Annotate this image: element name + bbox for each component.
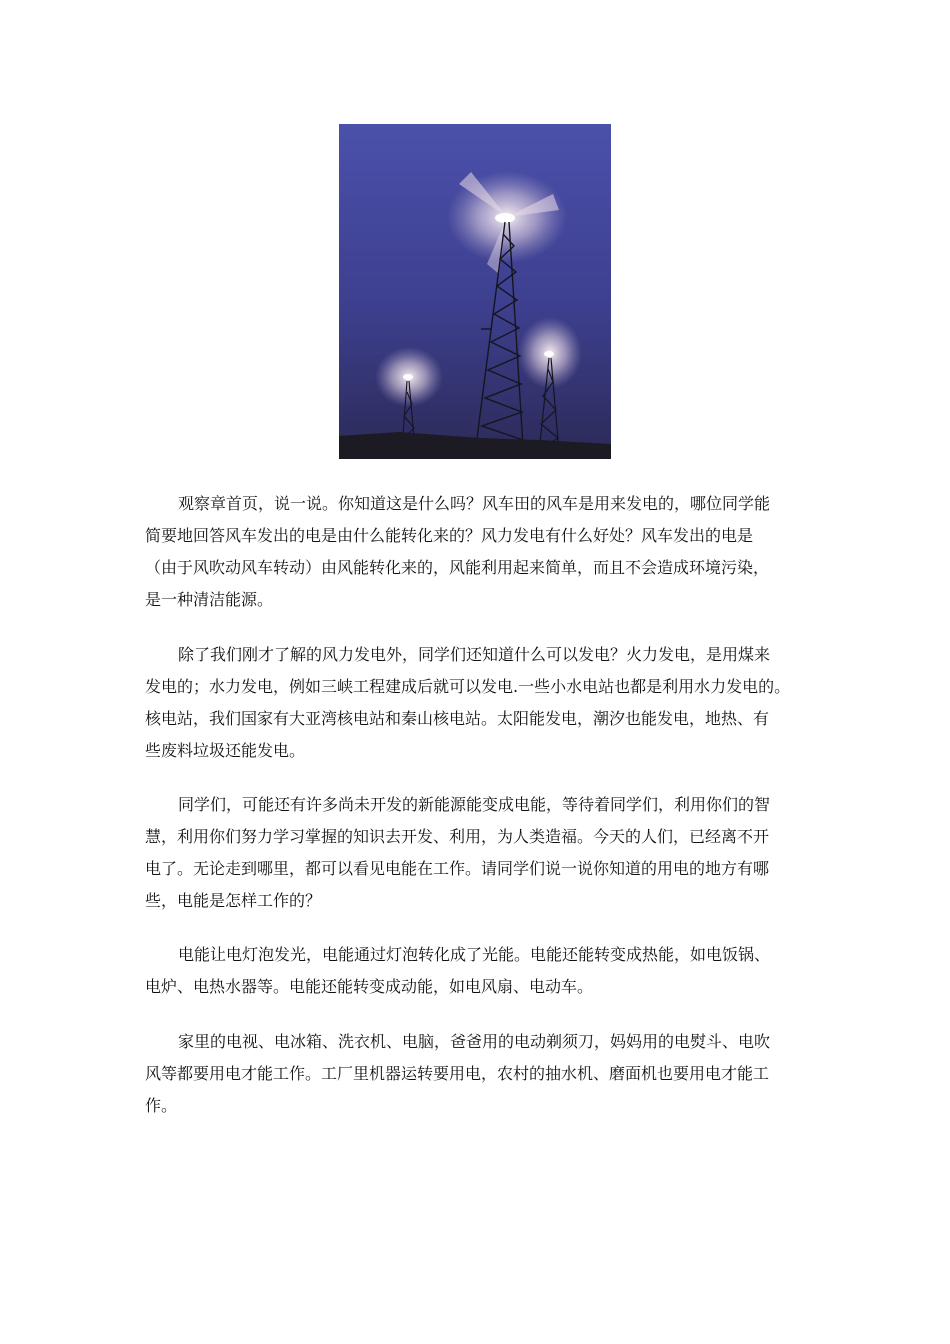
paragraph-line: 观察章首页，说一说。你知道这是什么吗？风车田的风车是用来发电的，哪位同学能 <box>178 494 771 513</box>
paragraph-4 <box>145 939 825 1003</box>
paragraph-line: 些废料垃圾还能发电。 <box>145 741 306 760</box>
sky-background <box>339 124 611 459</box>
paragraph-line: 风等都要用电才能工作。工厂里机器运转要用电，农村的抽水机、磨面机也要用电才能工 <box>145 1064 770 1083</box>
paragraph-line: 除了我们刚才了解的风力发电外，同学们还知道什么可以发电？火力发电，是用煤来 <box>178 645 771 664</box>
paragraph-line: 同学们，可能还有许多尚未开发的新能源能变成电能，等待着同学们，利用你们的智 <box>178 795 771 814</box>
paragraph-line: 简要地回答风车发出的电是由什么能转化来的？风力发电有什么好处？风车发出的电是 <box>145 526 754 545</box>
right-turbine-rotor <box>518 317 582 389</box>
paragraph-line: 家里的电视、电冰箱、洗衣机、电脑，爸爸用的电动剃须刀，妈妈用的电熨斗、电吹 <box>178 1032 771 1051</box>
paragraph-3 <box>145 789 825 917</box>
paragraph-5 <box>145 1026 825 1122</box>
paragraph-line: 电能让电灯泡发光，电能通过灯泡转化成了光能。电能还能转变成热能，如电饭锅、 <box>178 945 771 964</box>
paragraph-2 <box>145 639 825 767</box>
paragraph-1 <box>145 488 825 616</box>
paragraph-line: 慧，利用你们努力学习掌握的知识去开发、利用，为人类造福。今天的人们，已经离不开 <box>145 827 770 846</box>
paragraph-line: 些，电能是怎样工作的？ <box>145 891 322 910</box>
paragraph-line: 是一种清洁能源。 <box>145 590 274 609</box>
paragraph-line: 电炉、电热水器等。电能还能转变成动能，如电风扇、电动车。 <box>145 977 594 996</box>
paragraph-line: 作。 <box>145 1096 178 1115</box>
paragraph-line: （由于风吹动风车转动）由风能转化来的，风能利用起来简单，而且不会造成环境污染， <box>145 558 770 577</box>
paragraph-line: 电了。无论走到哪里，都可以看见电能在工作。请同学们说一说你知道的用电的地方有哪 <box>145 859 770 878</box>
wind-turbine-illustration <box>339 124 611 459</box>
paragraph-line: 核电站，我们国家有大亚湾核电站和秦山核电站。太阳能发电，潮汐也能发电，地热、有 <box>145 709 770 728</box>
wind-turbine-photo <box>339 124 611 459</box>
paragraph-line: 发电的；水力发电，例如三峡工程建成后就可以发电.一些小水电站也都是利用水力发电的。 <box>145 677 791 696</box>
